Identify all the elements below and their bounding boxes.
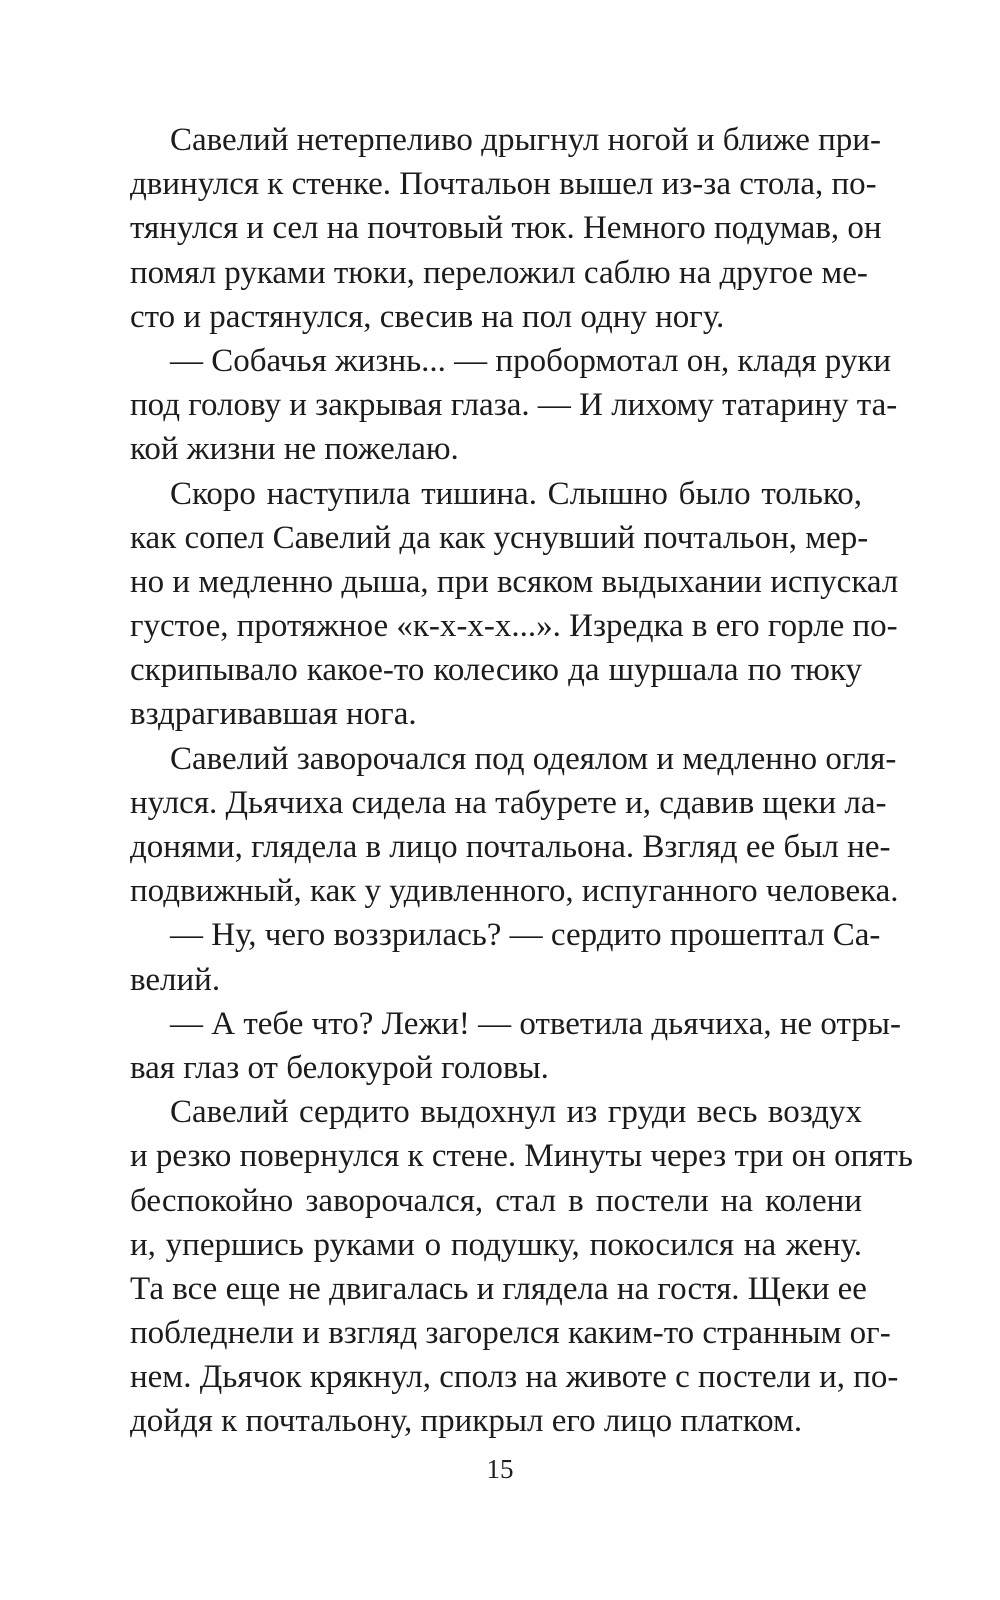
- text-line: сто и растянулся, свесив на пол одну ногу.: [130, 298, 725, 335]
- text-line: под голову и закрывая глаза. — И лихому татарину та-: [130, 387, 898, 424]
- text-line: велий.: [130, 961, 221, 998]
- text-line: Савелий заворочался под одеялом и медленно огля-: [170, 740, 897, 777]
- text-line: донями, глядела в лицо почтальона. Взгляд ее был не-: [130, 829, 891, 865]
- text-line: и резко повернулся к стене. Минуты через три он опять: [130, 1138, 913, 1175]
- text-line: Та все еще не двигалась и глядела на гостя. Щеки ее: [130, 1270, 867, 1307]
- text-line: подвижный, как у удивленного, испуганного человека.: [130, 873, 899, 910]
- text-line: вая глаз от белокурой головы.: [130, 1049, 549, 1086]
- text-line: как сопел Савелий да как уснувший почтальон, мер-: [130, 519, 869, 556]
- text-line: тянулся и сел на почтовый тюк. Немного подумав, он: [130, 210, 882, 247]
- text-line: беспокойно заворочался, стал в постели на колени: [130, 1182, 862, 1219]
- text-line: и, упершись руками о подушку, покосился на жену.: [130, 1226, 862, 1263]
- text-line: — Собачья жизнь... — пробормотал он, кладя руки: [170, 342, 892, 379]
- text-line: Скоро наступила тишина. Слышно было только,: [170, 475, 862, 512]
- body-text: [130, 118, 913, 1444]
- text-line: помял руками тюки, переложил саблю на другое ме-: [130, 254, 868, 291]
- text-line: нем. Дьячок крякнул, сполз на животе с постели и, по-: [130, 1359, 899, 1396]
- text-line: но и медленно дыша, при всяком выдыхании испускал: [130, 563, 899, 600]
- page-number: 15: [486, 1454, 514, 1484]
- text-line: Савелий сердито выдохнул из груди весь воздух: [170, 1094, 862, 1131]
- text-line: Савелий нетерпеливо дрыгнул ногой и ближе при-: [170, 122, 881, 158]
- text-line: скрипывало какое-то колесико да шуршала по тюку: [130, 652, 862, 689]
- text-line: густое, протяжное «к-х-х-х...». Изредка в его горле по-: [130, 608, 898, 645]
- text-line: двинулся к стенке. Почтальон вышел из-за стола, по-: [130, 166, 877, 203]
- text-line: дойдя к почтальону, прикрыл его лицо платком.: [130, 1403, 803, 1440]
- text-line: побледнели и взгляд загорелся каким-то странным ог-: [130, 1315, 891, 1352]
- text-line: кой жизни не пожелаю.: [130, 431, 459, 468]
- text-line: нулся. Дьячиха сидела на табурете и, сдавив щеки ла-: [130, 784, 887, 821]
- text-line: — Ну, чего воззрилась? — сердито прошептал Са-: [170, 917, 881, 954]
- text-line: вздрагивавшая нога.: [130, 696, 417, 733]
- text-line: — А тебе что? Лежи! — ответила дьячиха, не отры-: [170, 1005, 901, 1042]
